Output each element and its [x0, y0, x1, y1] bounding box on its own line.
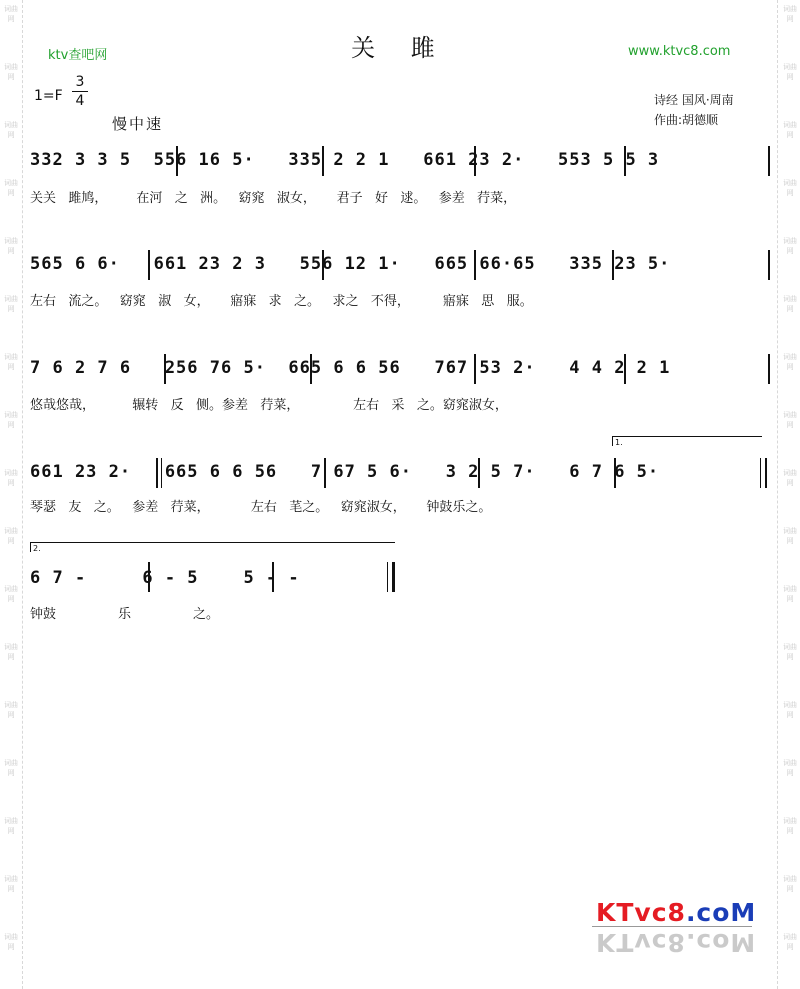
side-watermark: 词曲网	[4, 63, 18, 81]
side-watermark: 词曲网	[783, 5, 797, 23]
barline	[148, 250, 150, 280]
site-name-left: ktv查吧网	[48, 48, 108, 63]
time-signature	[72, 74, 88, 109]
side-watermark: 词曲网	[783, 643, 797, 661]
final-barline	[387, 562, 388, 592]
side-watermark: 词曲网	[4, 701, 18, 719]
barline	[614, 458, 616, 488]
side-watermark: 词曲网	[783, 701, 797, 719]
meter-top: 3	[75, 74, 85, 90]
barline	[164, 354, 166, 384]
meter-bottom: 4	[75, 93, 85, 109]
side-watermark: 词曲网	[783, 353, 797, 371]
site-url-right: www.ktvc8.com	[628, 44, 731, 59]
logo-reflection-red: KTvc8	[596, 928, 686, 957]
side-watermark: 词曲网	[4, 411, 18, 429]
side-watermark: 词曲网	[4, 933, 18, 951]
composer-credit: 作曲:胡德顺	[654, 113, 719, 127]
lyrics-row-3: 悠哉悠哉， 辗转 反 侧。参差 荇菜， 左右 采 之。窈窕淑女，	[30, 398, 508, 413]
side-watermark: 词曲网	[783, 759, 797, 777]
side-watermark: 词曲网	[783, 875, 797, 893]
lyricist-credit: 诗经 国风·周南	[654, 93, 734, 107]
lyrics-row-2: 左右 流之。 窈窕 淑 女， 寤寐 求 之。 求之 不得， 寤寐 思 服。	[30, 294, 533, 309]
song-title: 关 雎	[351, 34, 449, 62]
barline	[474, 354, 476, 384]
side-watermark: 词曲网	[783, 585, 797, 603]
side-watermark: 词曲网	[4, 585, 18, 603]
side-watermark: 词曲网	[4, 817, 18, 835]
logo-part-blue: .coM	[685, 898, 757, 927]
barline	[310, 354, 312, 384]
final-barline	[392, 562, 395, 592]
barline	[322, 250, 324, 280]
side-watermark: 词曲网	[783, 411, 797, 429]
barline	[612, 250, 614, 280]
tempo-marking: 慢中速	[112, 115, 164, 133]
notation-row-5: 6 7 - 6 - 5 5 - -	[30, 568, 300, 588]
logo-reflection	[596, 928, 756, 957]
notation-row-3: 7 6 2 7 6 256 76 5· 665 6 6 56 767 53 2· 4 4 2 2 1	[30, 358, 671, 378]
side-watermark: 词曲网	[783, 179, 797, 197]
barline	[474, 146, 476, 176]
barline	[324, 458, 326, 488]
repeat-start-barline	[161, 458, 162, 488]
barline	[176, 146, 178, 176]
barline	[478, 458, 480, 488]
side-watermark: 词曲网	[783, 527, 797, 545]
side-watermark: 词曲网	[783, 121, 797, 139]
side-watermark: 词曲网	[4, 179, 18, 197]
side-watermark: 词曲网	[783, 933, 797, 951]
left-watermark-strip	[0, 0, 23, 989]
barline	[768, 354, 770, 384]
barline	[768, 146, 770, 176]
side-watermark: 词曲网	[4, 295, 18, 313]
side-watermark: 词曲网	[4, 643, 18, 661]
notation-row-2: 565 6 6· 661 23 2 3 556 12 1· 665 66·65 335 23 5·	[30, 254, 671, 274]
notation-row-1: 332 3 3 5 556 16 5· 335 2 2 1 661 23 2· 553 5 5 3	[30, 150, 660, 170]
site-logo	[596, 898, 756, 927]
lyrics-row-1: 关关 雎鸠， 在河 之 洲。 窈窕 淑女， 君子 好 逑。 参差 荇菜，	[30, 191, 517, 206]
second-ending-bracket: 2.	[30, 542, 395, 552]
side-watermark: 词曲网	[4, 527, 18, 545]
repeat-start-barline	[156, 458, 158, 488]
right-watermark-strip	[777, 0, 800, 989]
side-watermark: 词曲网	[783, 295, 797, 313]
barline	[148, 562, 150, 592]
barline	[322, 146, 324, 176]
key-signature: 1=F	[34, 88, 63, 104]
side-watermark: 词曲网	[4, 759, 18, 777]
repeat-end-barline	[765, 458, 767, 488]
side-watermark: 词曲网	[4, 237, 18, 255]
side-watermark: 词曲网	[4, 469, 18, 487]
logo-part-red: KTvc8	[596, 898, 686, 927]
barline	[272, 562, 274, 592]
side-watermark: 词曲网	[4, 5, 18, 23]
side-watermark: 词曲网	[783, 817, 797, 835]
barline	[624, 146, 626, 176]
first-ending-bracket: 1.	[612, 436, 762, 446]
side-watermark: 词曲网	[783, 469, 797, 487]
side-watermark: 词曲网	[783, 237, 797, 255]
side-watermark: 词曲网	[4, 121, 18, 139]
side-watermark: 词曲网	[783, 63, 797, 81]
logo-divider	[592, 926, 752, 927]
notation-row-4: 661 23 2· 665 6 6 56 7 67 5 6· 3 2 5 7· 6 7 6 5·	[30, 462, 660, 482]
logo-reflection-blue: .coM	[685, 928, 757, 957]
repeat-end-barline	[760, 458, 761, 488]
lyrics-row-5: 钟鼓 乐 之。	[30, 607, 219, 622]
barline	[474, 250, 476, 280]
side-watermark: 词曲网	[4, 353, 18, 371]
barline	[768, 250, 770, 280]
side-watermark: 词曲网	[4, 875, 18, 893]
barline	[624, 354, 626, 384]
lyrics-row-4: 琴瑟 友 之。 参差 荇菜， 左右 芼之。 窈窕淑女， 钟鼓乐之。	[30, 500, 492, 515]
